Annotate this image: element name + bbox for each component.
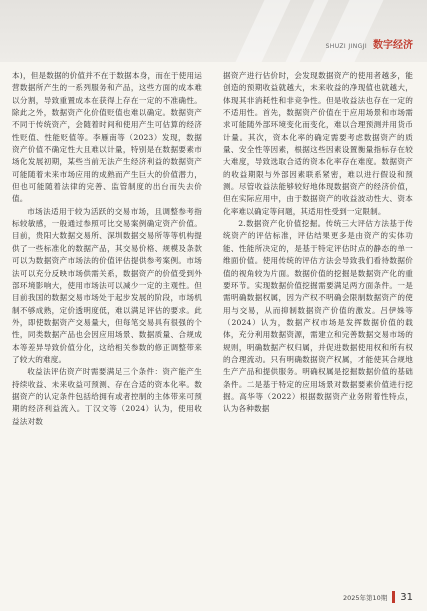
header-stripe-decoration — [321, 0, 384, 62]
paragraph: 据资产进行估价时，会发现数据资产的使用者越多，能创造的预期收益就越大，未来收益的净现值也就越大，体现其非消耗性和非竞争性。但是收益法也存在一定的不适用性。首先，数据资产价值在于应用场景和市场需求可能随外部环境变化而变化，难以合理预测并用货币计量。其次，资本化率的确定需要考虑数据资产的质量、安全性等因素，根据这些因素设置衡量指标存在较大难度，导致选取合适的资本化率存在难度。数据资产的收益期限与外部因素联系紧密，难以进行假设和预测。尽管收益法能够较好地体现数据资产的经济价值，但在实际应用中，由于数据资产的收益波动性大、资本化率难以确定等问题，其适用性受到一定限制。 — [223, 71, 413, 216]
paragraph: 市场法适用于较为活跃的交易市场，且调整参考指标较敏感，一般通过参照可比交易案例确定资产价值。目前，贵阳大数据交易所、深圳数据交易所等等机构提供了一些标准化的数据产品，其交易价格、规模及条款可以为数据资产市场法的价值评估提供参考案例。市场法可以充分反映市场供需关系，数据资产的价值受到外部环境影响大，使用市场法可以减少一定的主观性。但目前我国的数据交易市场处于起步发展的阶段，市场机制不够成熟，定价透明度低，难以满足评估的要求。此外，即使数据资产交易量大，但每笔交易具有很强的个性，同类数据产品也会因应用场景、数据质量、合规成本等差异导致价值分化，这给相关参数的修正调整带来了较大的难度。 — [12, 206, 202, 364]
header-stripe-decoration — [286, 0, 329, 62]
page-footer — [343, 591, 413, 603]
page-number: 31 — [400, 591, 413, 603]
issue-label: 2025年第10期 — [342, 593, 388, 602]
magazine-name-pinyin: SHUZI JINGJI — [325, 43, 367, 50]
paragraph: 收益法评估资产时需要满足三个条件：资产能产生持续收益、未来收益可预测、存在合适的资本化率。数据资产的认定条件包括给拥有或者控制的主体带来可预期的经济利益流入。丁汉文等（2024）认为，使用收益法对数 — [12, 367, 202, 426]
footer-accent-bar — [392, 591, 395, 603]
header-title — [326, 36, 413, 51]
left-text-column — [12, 70, 202, 428]
header-stripe-decoration — [236, 0, 291, 62]
page-header — [0, 0, 427, 62]
right-text-column — [223, 70, 413, 416]
paragraph: 本)，但是数据的价值并不在于数据本身，而在于使用运营数据所产生的一系列服务和产品，这些方面的成本难以分割，导致重置成本在获得上存在一定的不准确性。除此之外，数据资产化价值贬值也难以确定。数据资产不同于传统资产，会随着时间和使用产生可估算的经济性贬值、性能贬值等。李雁南等（2023）发现，数据资产价值不确定性大且难以计量，特别是在数据要素市场化发展初期，某些当前无法产生经济利益的数据资产可能随着未来市场应用的成熟而产生巨大的价值潜力，但也可能随着法律的完善、监管制度的出台而失去价值。 — [12, 71, 202, 204]
magazine-name-chinese: 数字经济 — [373, 40, 413, 51]
paragraph: 2.数据资产化价值挖掘。传统三大评估方法基于传统资产的评估标准，评估结果更多是由资产的实体功能、性能所决定的，是基于特定评估时点的静态的单一维面价值。使用传统的评估方法会导致我们看待数据价值的视角较为片面。数据价值的挖掘是数据资产化的重要环节。实现数据价值挖掘需要满足两方面条件。一是需明确数据权属，因为产权不明确会限制数据资产的使用与交易，从而抑制数据资产价值的激发。吕伊姝等（2024）认为，数据产权市场是发挥数据价值的载体，充分利用数据资源，需建立和完善数据交易市场的规则，明确数据产权归属，并促进数据使用权和所有权的合理流动。只有明确数据资产权属，才能使其合规地生产产品和提供服务。明确权属是挖掘数据价值的基础条件。二是基于特定的应用场景对数据要素价值进行挖掘。高华等（2022）根据数据资产业务附着性特点，认为各种数据 — [223, 219, 413, 414]
